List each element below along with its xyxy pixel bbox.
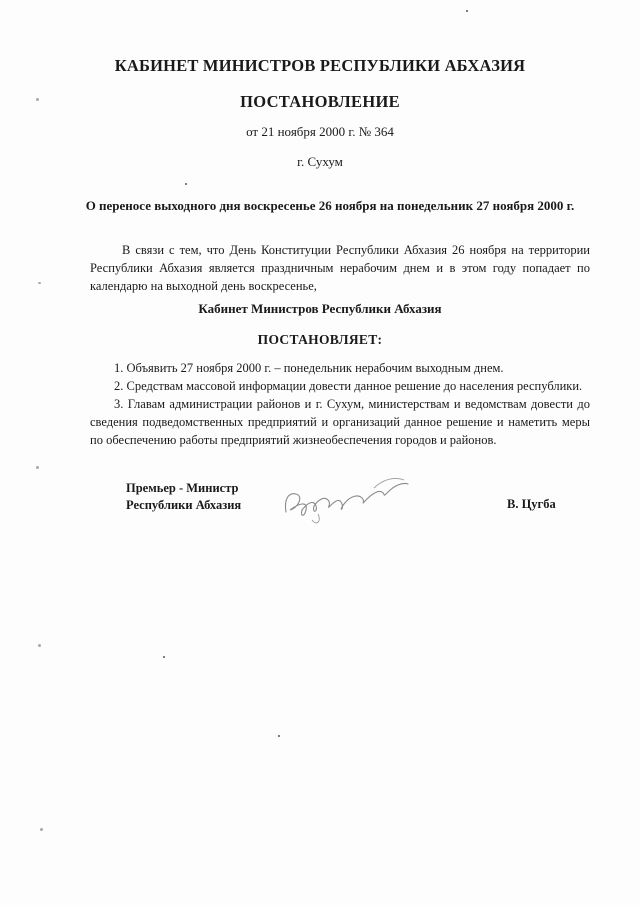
scan-speck bbox=[38, 644, 41, 647]
issuer-header: КАБИНЕТ МИНИСТРОВ РЕСПУБЛИКИ АБХАЗИЯ bbox=[114, 56, 526, 75]
scan-speck bbox=[278, 735, 280, 737]
scan-speck bbox=[163, 656, 165, 658]
resolution-items bbox=[90, 359, 590, 449]
signatory-title bbox=[126, 480, 241, 514]
scan-speck bbox=[38, 282, 41, 284]
scan-speck bbox=[36, 98, 39, 101]
city-line: г. Сухум bbox=[297, 154, 343, 169]
handwritten-signature bbox=[278, 470, 418, 530]
date-and-number: от 21 ноября 2000 г. № 364 bbox=[246, 124, 394, 139]
scan-speck bbox=[40, 828, 43, 831]
scan-speck bbox=[36, 466, 39, 469]
signatory-title-line-2: Республики Абхазия bbox=[126, 498, 242, 512]
resolution-item-2: 2. Средствам массовой информации довести данное решение до населения республики. bbox=[114, 379, 583, 393]
scan-speck bbox=[185, 183, 187, 185]
scan-speck bbox=[466, 10, 468, 12]
resolves-heading: ПОСТАНОВЛЯЕТ: bbox=[257, 332, 383, 347]
intro-paragraph: В связи с тем, что День Конституции Республики Абхазия 26 ноября на территории Республики Абхазия является праздничным нерабочим днем и в этом году попадает по календарю на выходной день воскресенье, bbox=[90, 243, 590, 293]
resolution-item-3: 3. Главам администрации районов и г. Сухум, министерствам и ведомствам довести до сведения подведомственных предприятий и организаций данное решение и наметить меры по обеспечению работы предприятий жизнеобеспечения городов и районов. bbox=[90, 397, 590, 447]
resolution-item-1: 1. Объявить 27 ноября 2000 г. – понедельник нерабочим выходным днем. bbox=[114, 361, 504, 375]
document-type-title: ПОСТАНОВЛЕНИЕ bbox=[240, 92, 400, 111]
signatory-name: В. Цугба bbox=[507, 497, 556, 511]
cabinet-line: Кабинет Министров Республики Абхазия bbox=[198, 301, 442, 316]
signatory-title-line-1: Премьер - Министр bbox=[126, 481, 239, 495]
subject-line: О переносе выходного дня воскресенье 26 ноября на понедельник 27 ноября 2000 г. bbox=[85, 198, 575, 213]
